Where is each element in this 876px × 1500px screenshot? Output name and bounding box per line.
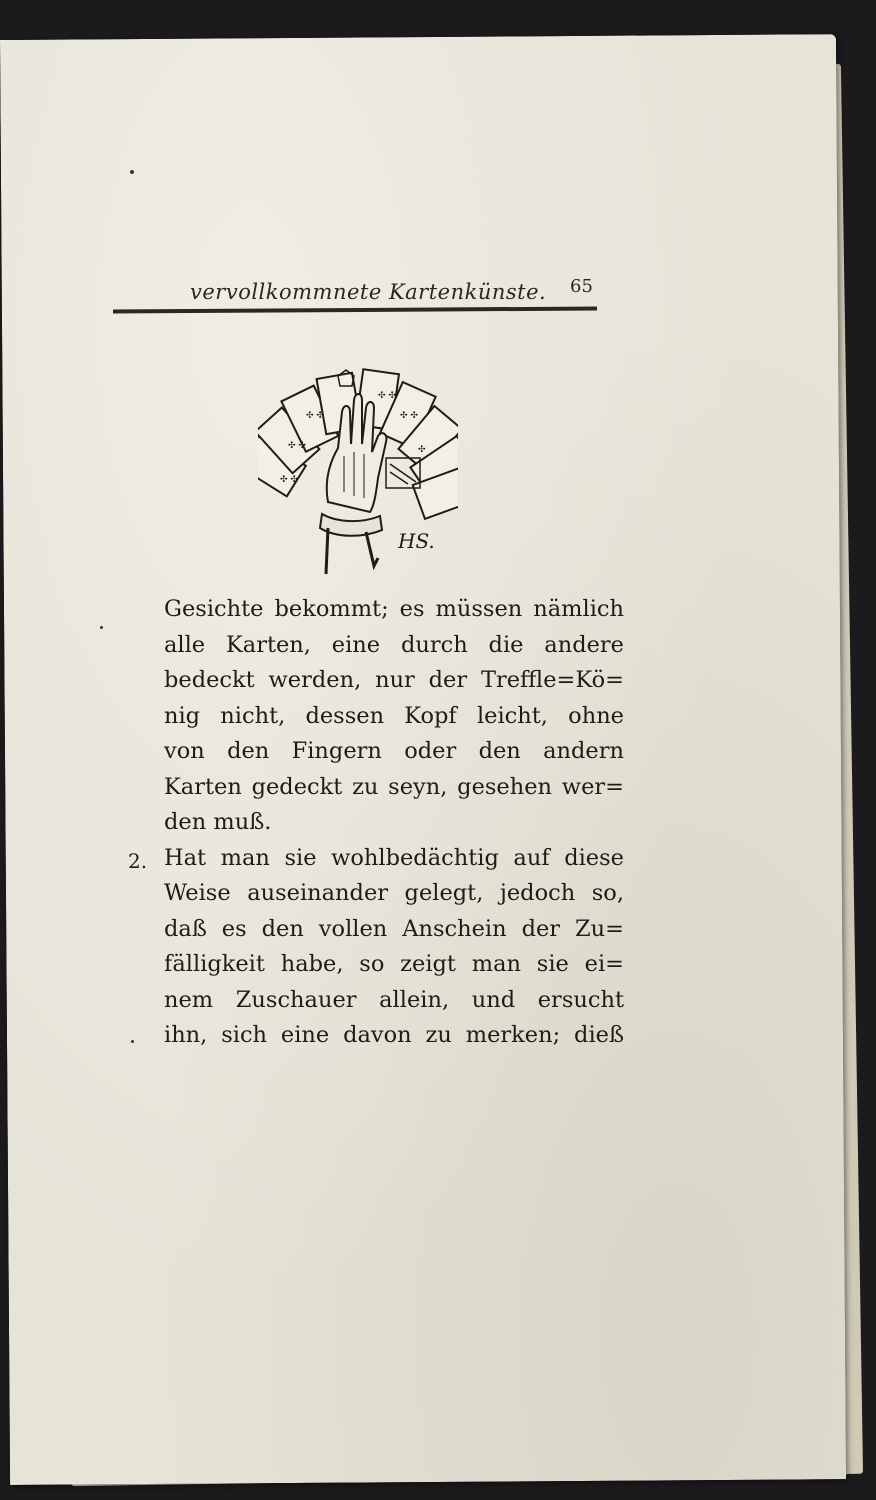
text-line: Hat man sie wohlbedächtig auf diese (164, 844, 624, 871)
svg-text:✣ ✣: ✣ ✣ (400, 411, 418, 421)
hand-holding-fanned-cards-icon (258, 352, 458, 582)
body-text (164, 592, 624, 1054)
text-line: daß es den vollen Anschein der Zu= (164, 915, 624, 942)
text-line: bedeckt werden, nur der Treffle=Kö= (164, 667, 624, 693)
paper-speck (130, 170, 134, 174)
text-line: fälligkeit habe, so zeigt man sie ei= (164, 951, 624, 977)
paper-speck (100, 626, 103, 629)
text-line: Karten gedeckt zu seyn, gesehen wer= (164, 773, 624, 800)
text-line: von den Fingern oder den andern (164, 738, 624, 764)
svg-text:✣ ✣: ✣ ✣ (378, 391, 396, 401)
text-line: ihn, sich eine davon zu merken; dieß (164, 1022, 624, 1048)
text-line: Weise auseinander gelegt, jedoch so, (164, 880, 624, 906)
svg-text:✣ ✣: ✣ ✣ (288, 441, 306, 451)
text-line: alle Karten, eine durch die andere (164, 631, 624, 658)
vignette-initials: HS. (398, 529, 435, 553)
text-line: nem Zuschauer allein, und ersucht (164, 986, 624, 1013)
text-line: nig nicht, dessen Kopf leicht, ohne (164, 702, 624, 729)
svg-text:✣: ✣ (418, 445, 426, 455)
running-head-title: vervollkommnete Kartenkünste. (190, 280, 547, 304)
page-number: 65 (570, 276, 593, 297)
text-line: den muß. (164, 809, 272, 835)
svg-text:✣ ✣: ✣ ✣ (280, 475, 298, 485)
paper-speck (131, 1040, 134, 1043)
item-number: 2. (128, 849, 148, 873)
svg-text:✣ ✣: ✣ ✣ (306, 411, 324, 421)
text-line: Gesichte bekommt; es müssen nämlich (164, 596, 624, 622)
